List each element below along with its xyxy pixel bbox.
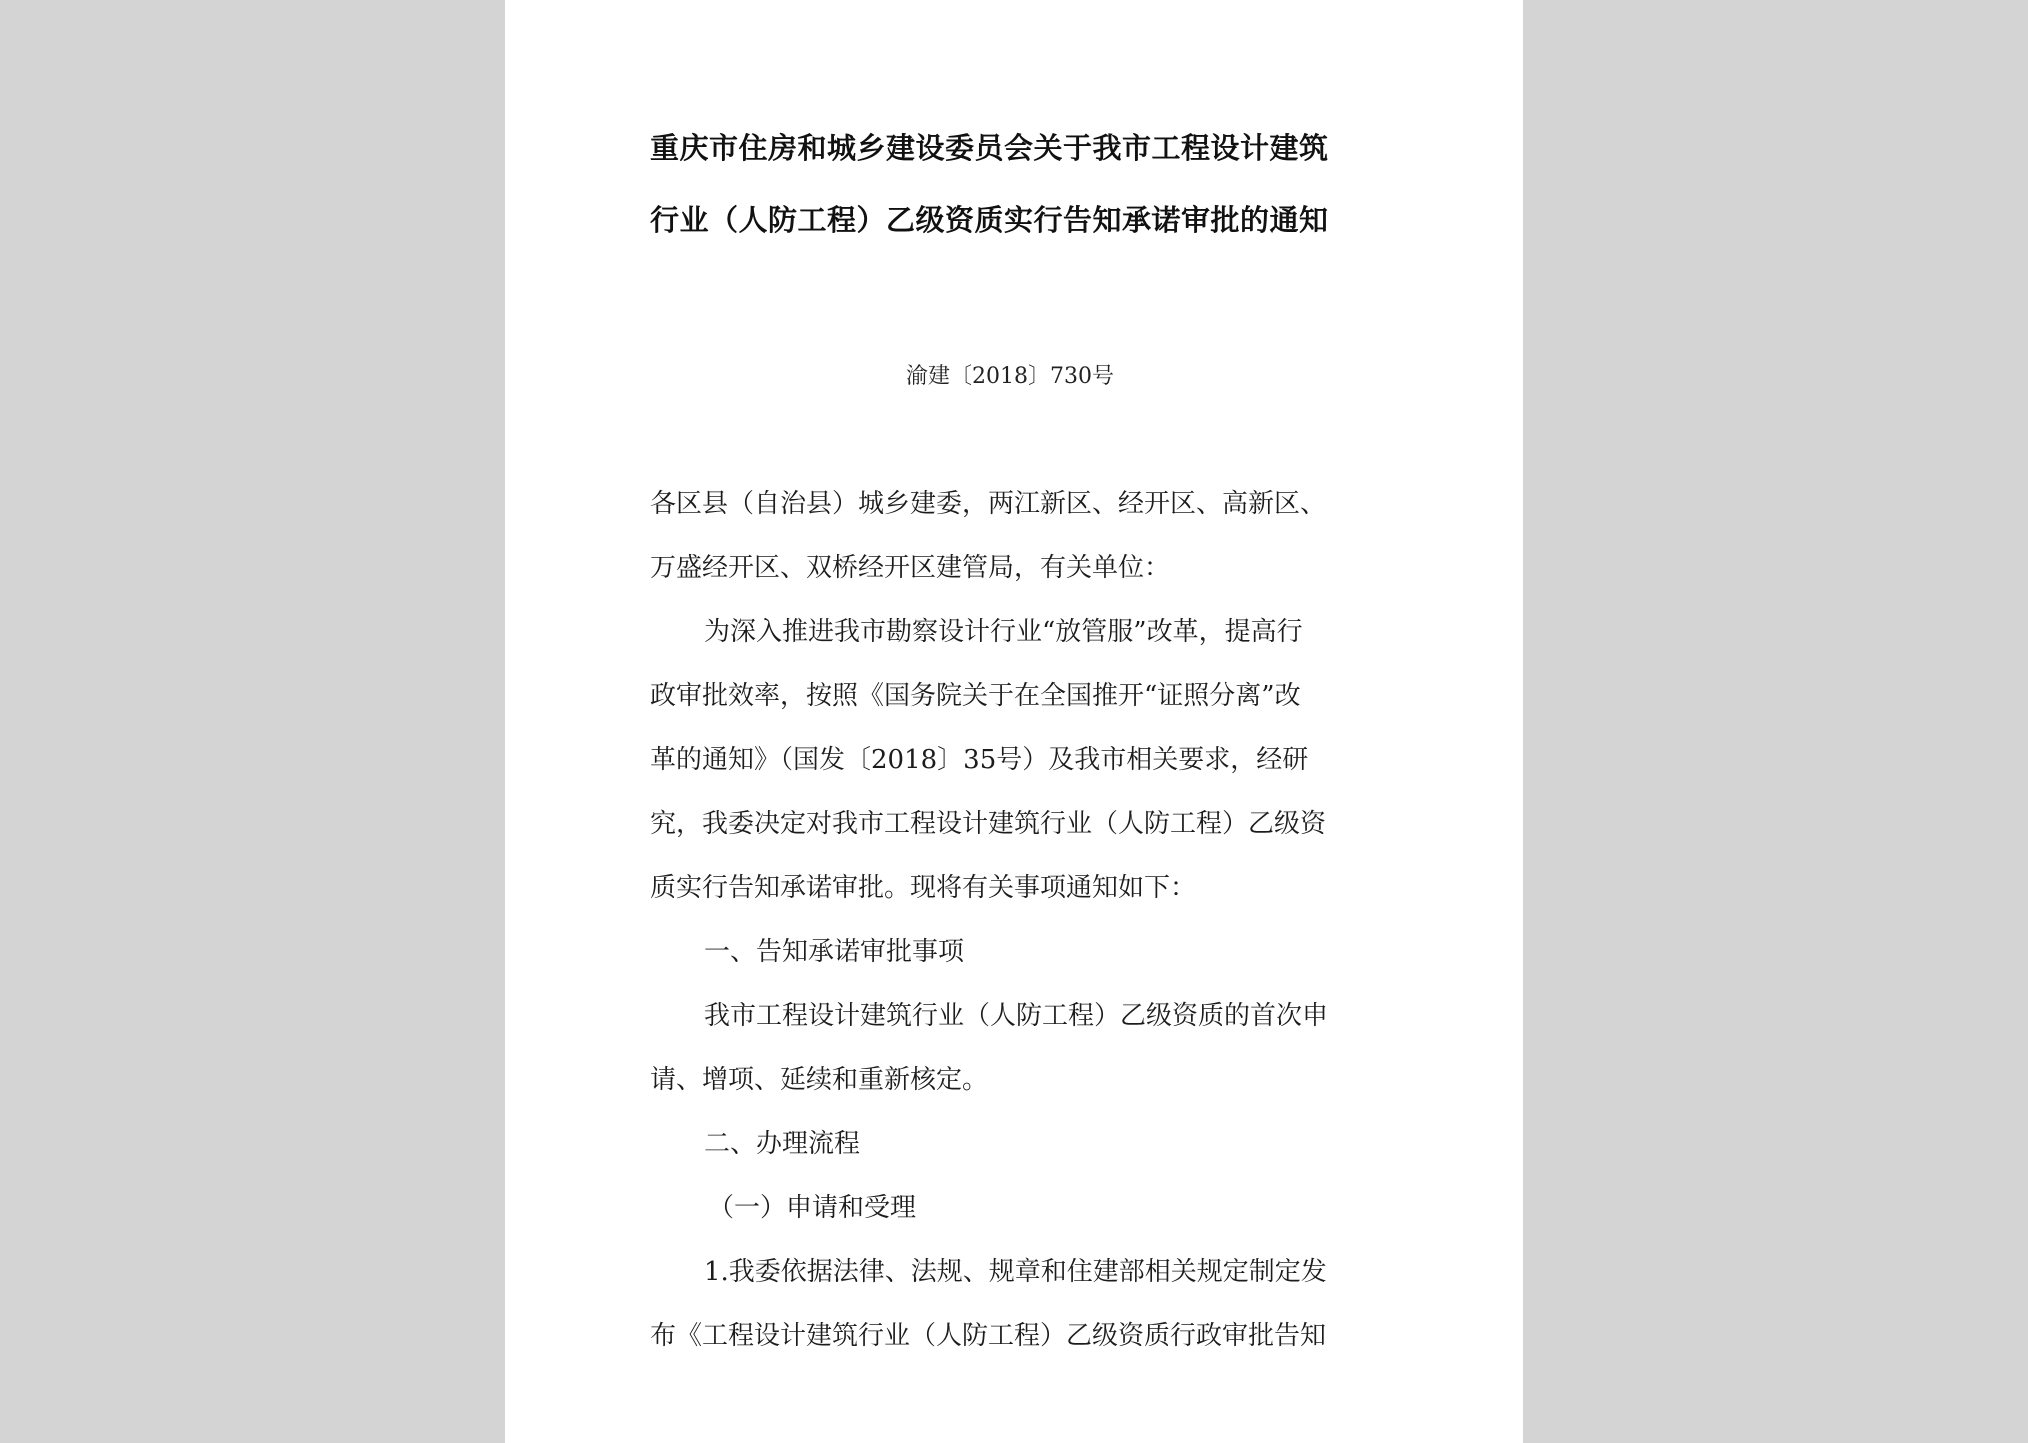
paragraph-line: 质实行告知承诺审批。现将有关事项通知如下：: [650, 873, 1197, 903]
paragraph-line: 1.我委依据法律、法规、规章和住建部相关规定制定发: [704, 1257, 1327, 1287]
paragraph-line: 革的通知》（国发〔2018〕35号）及我市相关要求，经研: [650, 745, 1309, 775]
title-line-2: 行业（人防工程）乙级资质实行告知承诺审批的通知: [650, 203, 1329, 237]
title-line-1: 重庆市住房和城乡建设委员会关于我市工程设计建筑: [650, 131, 1329, 165]
paragraph-line: 政审批效率，按照《国务院关于在全国推开“证照分离”改: [650, 681, 1301, 711]
addressee-line-2: 万盛经开区、双桥经开区建管局，有关单位：: [650, 553, 1171, 583]
paragraph-line: 请、增项、延续和重新核定。: [650, 1065, 989, 1095]
addressee-line-1: 各区县（自治县）城乡建委，两江新区、经开区、高新区、: [650, 489, 1327, 519]
paragraph-line: 布《工程设计建筑行业（人防工程）乙级资质行政审批告知: [650, 1321, 1327, 1351]
document-number: 渝建〔2018〕730号: [906, 364, 1114, 389]
section-heading: 二、办理流程: [704, 1129, 861, 1159]
paragraph-line: 我市工程设计建筑行业（人防工程）乙级资质的首次申: [704, 1001, 1329, 1031]
document-page: [505, 0, 1523, 1443]
section-heading: 一、告知承诺审批事项: [704, 937, 965, 967]
paragraph-line: 为深入推进我市勘察设计行业“放管服”改革，提高行: [704, 617, 1303, 647]
document-content: [650, 112, 1370, 1368]
subsection-heading: （一）申请和受理: [708, 1193, 917, 1223]
paragraph-line: 究，我委决定对我市工程设计建筑行业（人防工程）乙级资: [650, 809, 1327, 839]
